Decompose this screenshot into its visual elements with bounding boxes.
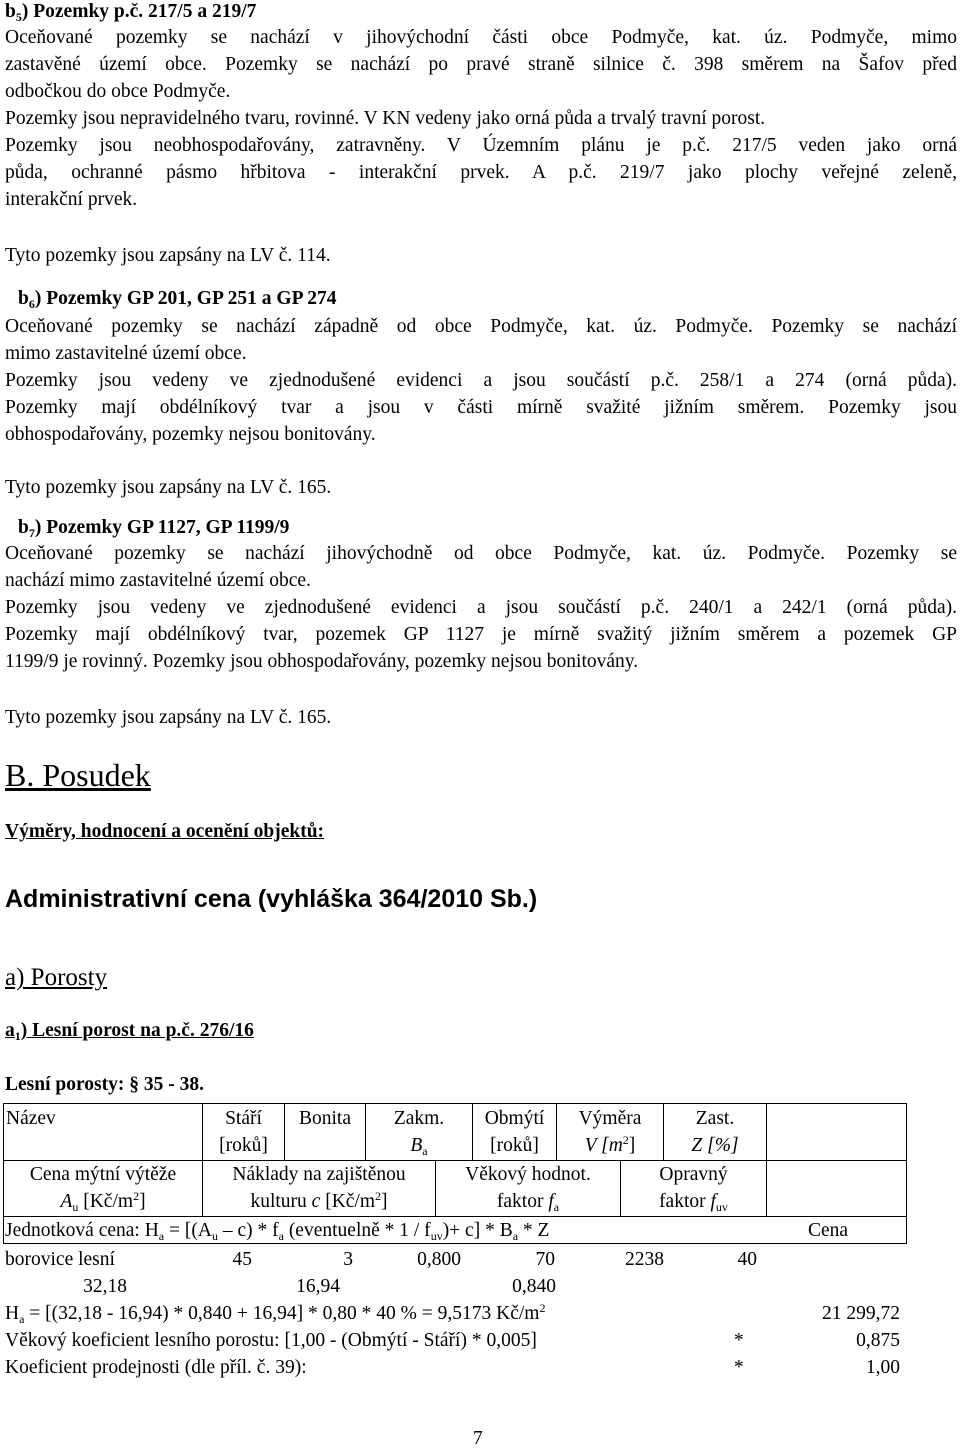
ha-value: 21 299,72 <box>822 1303 900 1324</box>
paragraph-line: Pozemky mají obdélníkový tvar, pozemek GP 1127 je mírně svažitý jižním směrem a pozemek GP <box>5 624 957 645</box>
table-divider <box>766 1103 767 1160</box>
paragraph-line: Oceňované pozemky se nachází jihovýchodně od obce Podmyče, kat. úz. Podmyče. Pozemky se <box>5 543 957 564</box>
val-stari: 45 <box>232 1249 252 1270</box>
paragraph-line: zastavěné území obce. Pozemky se nachází po pravé straně silnice č. 398 směrem na Šafov před <box>5 54 957 75</box>
val-zast: 40 <box>737 1249 757 1270</box>
lv-note: Tyto pozemky jsou zapsány na LV č. 114. <box>5 245 331 266</box>
heading-b7: $b_7$) Pozemky GP 1127, GP 1199/9 <box>18 517 290 540</box>
val-vymera: 2238 <box>625 1249 664 1270</box>
val-obmyti: 70 <box>535 1249 555 1270</box>
paragraph-line: Pozemky jsou vedeny ve zjednodušené evidenci a jsou součástí p.č. 240/1 a 242/1 (orná půda). <box>5 597 957 618</box>
table-divider <box>766 1160 767 1216</box>
species-name: borovice lesní <box>5 1249 115 1270</box>
paragraph-line: Oceňované pozemky se nachází v jihovýchodní části obce Podmyče, kat. úz. Podmyče, mimo <box>5 27 957 48</box>
lv-note: Tyto pozemky jsou zapsány na LV č. 165. <box>5 477 332 498</box>
multiply-sign: * <box>734 1330 744 1351</box>
sale-coefficient-label: Koeficient prodejnosti (dle příl. č. 39): <box>5 1357 307 1378</box>
col-naklady: Náklady na zajištěnou kulturu c $[Kč/m^2]$ <box>232 1164 406 1212</box>
col-opravny: Opravný faktor $f_{uv}$ <box>659 1164 728 1214</box>
unit-price-formula: Jednotková cena: $H_a = [(A_u - c) * f_a$ (eventuelně * $1 / f_{uv})+ c] * B_a * Z$ <box>5 1220 550 1243</box>
porosty-heading: a) Porosty <box>5 964 108 991</box>
val-fa: 0,840 <box>512 1276 556 1297</box>
paragraph-line: obhospodařovány, pozemky nejsou bonitovány. <box>5 424 376 445</box>
paragraph-line: nachází mimo zastavitelné území obce. <box>5 570 311 591</box>
col-vekovy: Věkový hodnot. faktor $f_a$ <box>465 1164 591 1214</box>
paragraph-line: Pozemky mají obdélníkový tvar a jsou v části mírně svažité jižním směrem. Pozemky jsou <box>5 397 957 418</box>
a1-heading: $a_1$) Lesní porost na p.č. 276/16 <box>5 1020 254 1043</box>
val-au: 32,18 <box>83 1276 127 1297</box>
col-obmyti: Obmýtí [roků] <box>484 1108 545 1156</box>
multiply-sign: * <box>734 1357 744 1378</box>
lv-note: Tyto pozemky jsou zapsány na LV č. 165. <box>5 707 332 728</box>
val-bonita: 3 <box>343 1249 353 1270</box>
cena-header: Cena <box>808 1220 849 1241</box>
lesni-porosty-heading: Lesní porosty: § 35 - 38. <box>5 1074 204 1095</box>
col-nazev: Název <box>6 1108 56 1129</box>
admin-price-heading: Administrativní cena (vyhláška 364/2010 Sb.) <box>5 885 538 913</box>
paragraph-line: interakční prvek. <box>5 189 138 210</box>
col-bonita: Bonita <box>299 1108 351 1129</box>
paragraph-line: Pozemky jsou neobhospodařovány, zatravněny. V Územním plánu je p.č. 217/5 veden jako orná <box>5 135 957 156</box>
heading-b6: $b_6$) Pozemky GP 201, GP 251 a GP 274 <box>18 288 337 311</box>
paragraph-line: půda, ochranné pásmo hřbitova - interakční prvek. A p.č. 219/7 jako plochy veřejné zeleně, <box>5 162 957 183</box>
subsection-heading: Výměry, hodnocení a ocenění objektů: <box>5 821 325 842</box>
paragraph-line: Pozemky jsou vedeny ve zjednodušené evidenci a jsou součástí p.č. 258/1 a 274 (orná půda). <box>5 370 957 391</box>
col-zast: Zast. Z [%] <box>691 1108 739 1156</box>
paragraph-line: 1199/9 je rovinný. Pozemky jsou obhospodařovány, pozemky nejsou bonitovány. <box>5 651 639 672</box>
ha-calculation: $H_a = [(32,18 - 16,94) * 0,840 + 16,94] * 0,80 * 40$ % = 9,5173 $Kč/m^2$ <box>5 1301 546 1326</box>
paragraph-line: Oceňované pozemky se nachází západně od obce Podmyče, kat. úz. Podmyče. Pozemky se nachází <box>5 316 957 337</box>
col-zakm: Zakm. $B_a$ <box>393 1108 445 1158</box>
age-coefficient-value: 0,875 <box>856 1330 900 1351</box>
paragraph-line: Pozemky jsou nepravidelného tvaru, rovinné. V KN vedeny jako orná půda a trvalý travní porost. <box>5 108 766 129</box>
val-zakm: 0,800 <box>417 1249 461 1270</box>
col-cena-mytni: Cena mýtní výtěže $A_u$ $[Kč/m^2]$ <box>29 1164 177 1214</box>
section-heading: B. Posudek <box>5 757 151 793</box>
heading-b5: $b_5$) Pozemky p.č. 217/5 a 219/7 <box>5 1 257 24</box>
sale-coefficient-value: 1,00 <box>865 1357 900 1378</box>
col-stari: Stáří [roků] <box>219 1108 268 1156</box>
col-vymera: Výměra V $[m^2]$ <box>578 1108 642 1156</box>
paragraph-line: odbočkou do obce Podmyče. <box>5 81 231 102</box>
paragraph-line: mimo zastavitelné území obce. <box>5 343 247 364</box>
val-c: 16,94 <box>296 1276 340 1297</box>
age-coefficient-label: Věkový koeficient lesního porostu: [1,00 - (Obmýtí - Stáří) * 0,005] <box>5 1330 537 1351</box>
page-number: 7 <box>473 1428 483 1449</box>
